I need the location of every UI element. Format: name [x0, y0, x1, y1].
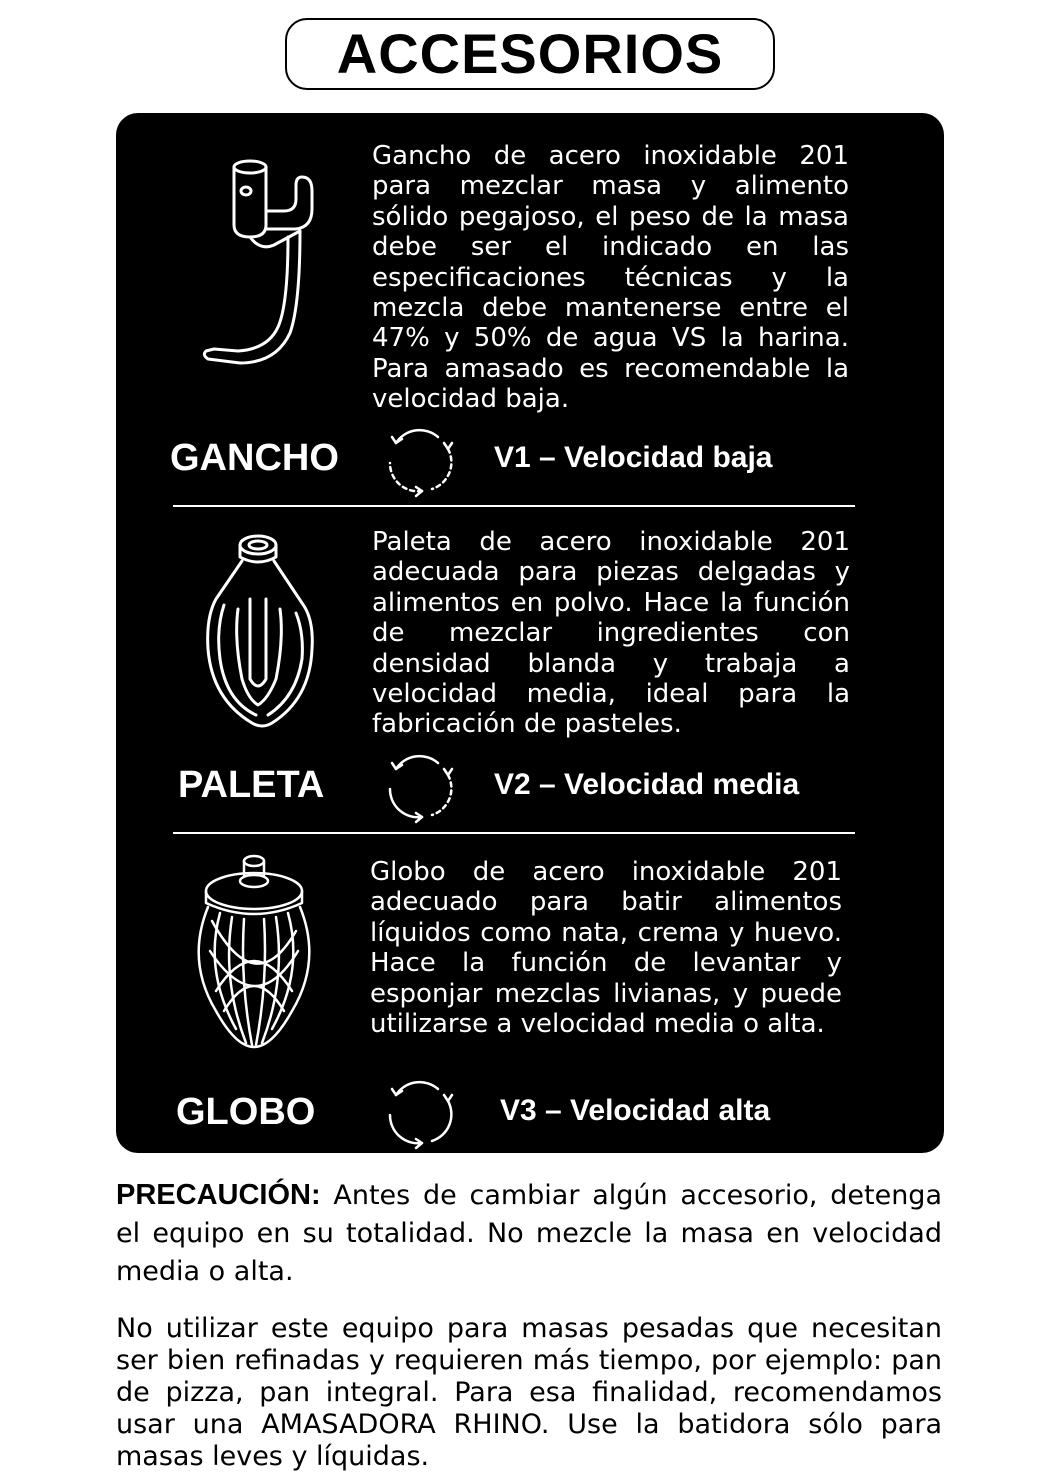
- title-box: [285, 18, 775, 90]
- rotation-icon: [382, 1077, 456, 1151]
- whisk-speed: V3 – Velocidad alta: [500, 1094, 771, 1127]
- rotation-icon: [382, 751, 456, 825]
- paddle-name: PALETA: [178, 764, 325, 806]
- caution-paragraph: [116, 1176, 942, 1291]
- caution-label: PRECAUCIÓN:: [116, 1179, 321, 1211]
- hook-speed: V1 – Velocidad baja: [494, 441, 773, 474]
- whisk-description: Globo de acero inoxidable 201 adecuado para batir alimentos líquidos como nata, crema y huevo. Hace la función de levantar y esponjar mezclas livianas, y puede utilizarse a velocidad media o alta.: [370, 857, 842, 1040]
- hook-icon: [200, 155, 322, 370]
- paddle-icon: [202, 529, 314, 733]
- hook-name: GANCHO: [170, 437, 339, 479]
- divider: [173, 505, 855, 507]
- accessories-panel: [116, 113, 944, 1153]
- whisk-icon: [186, 851, 322, 1051]
- whisk-name: GLOBO: [176, 1091, 316, 1133]
- page-title: ACCESORIOS: [336, 22, 724, 85]
- hook-description: Gancho de acero inoxidable 201 para mezclar masa y alimento sólido pegajoso, el peso de la masa debe ser el indicado en las especificaciones técnicas y la mezcla debe mantenerse entre el 47% y 50% de agua VS la harina. Para amasado es recomendable la velocidad baja.: [372, 141, 849, 415]
- usage-note: No utilizar este equipo para masas pesadas que necesitan ser bien refinadas y requieren más tiempo, por ejemplo: pan de pizza, pan integral. Para esa finalidad, recomendamos usar una AMASADORA RHINO. Use la batidora sólo para masas leves y líquidas.: [116, 1313, 942, 1472]
- paddle-description: Paleta de acero inoxidable 201 adecuada para piezas delgadas y alimentos en polvo. Hace la función de mezclar ingredientes con densidad blanda y trabaja a velocidad media, ideal para la fabricación de pasteles.: [372, 527, 850, 740]
- divider: [173, 832, 855, 834]
- caution-text: Antes de cambiar algún accesorio, detenga el equipo en su totalidad. No mezcle la masa en velocidad media o alta.: [116, 1180, 942, 1287]
- paddle-speed: V2 – Velocidad media: [494, 768, 800, 801]
- rotation-icon: [382, 425, 456, 499]
